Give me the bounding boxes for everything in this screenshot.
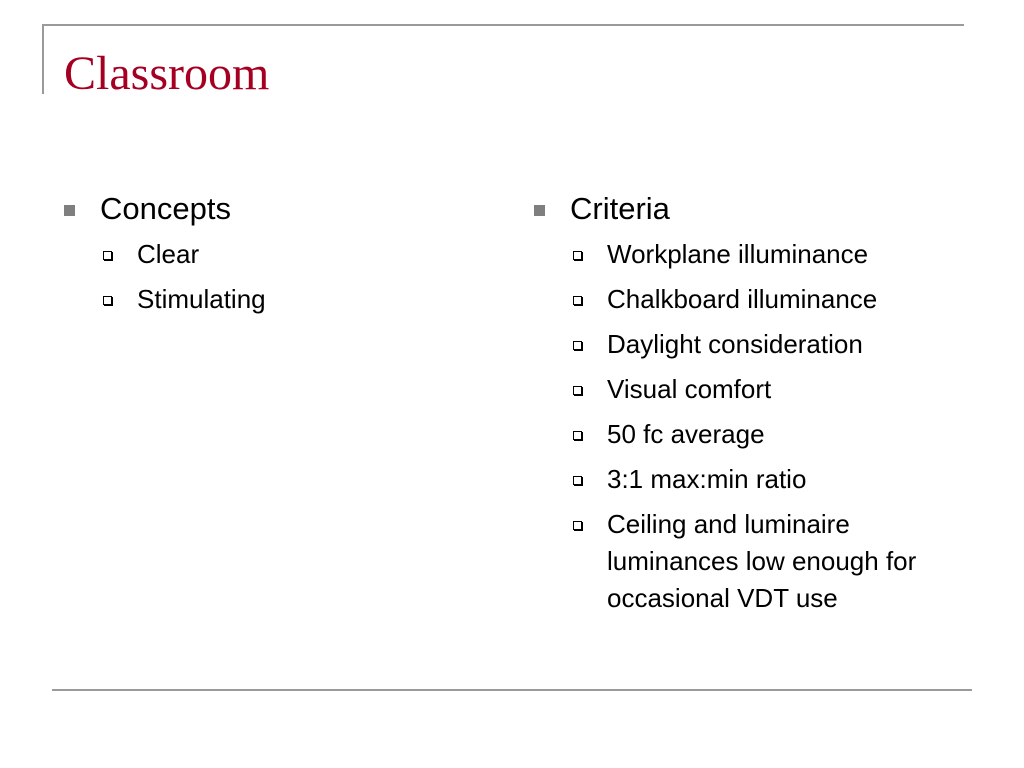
bullet-level2	[530, 371, 970, 408]
bullet-level2	[60, 236, 460, 273]
frame-top-rule	[42, 24, 964, 26]
hollow-square-bullet-icon	[573, 476, 582, 485]
bullet-level2	[530, 236, 970, 273]
bullet-text: 50 fc average	[607, 419, 765, 449]
bullet-level2	[530, 281, 970, 318]
bullet-text: Visual comfort	[607, 374, 772, 404]
hollow-square-bullet-icon	[573, 386, 582, 395]
bullet-text: Workplane illuminance	[607, 239, 869, 269]
square-bullet-icon	[534, 205, 545, 216]
bullet-text: Chalkboard illuminance	[607, 284, 878, 314]
left-column	[60, 190, 460, 326]
frame-left-rule	[42, 24, 44, 94]
bullet-text: Ceiling and luminaire luminances low enough for occasional VDT use	[607, 509, 917, 613]
bullet-text: Concepts	[100, 191, 231, 226]
hollow-square-bullet-icon	[573, 431, 582, 440]
hollow-square-bullet-icon	[573, 521, 582, 530]
right-column	[530, 190, 970, 625]
slide-title: Classroom	[64, 47, 270, 100]
bullet-text: Daylight consideration	[607, 329, 863, 359]
footer-rule	[52, 689, 972, 691]
bullet-text: Clear	[137, 239, 200, 269]
bullet-level2	[530, 326, 970, 363]
bullet-level1	[530, 190, 970, 228]
hollow-square-bullet-icon	[573, 296, 582, 305]
bullet-text: Criteria	[570, 191, 670, 226]
bullet-level1	[60, 190, 460, 228]
bullet-text: 3:1 max:min ratio	[607, 464, 807, 494]
bullet-level2	[530, 461, 970, 498]
bullet-level2	[530, 416, 970, 453]
hollow-square-bullet-icon	[573, 341, 582, 350]
hollow-square-bullet-icon	[103, 251, 112, 260]
bullet-level2	[530, 506, 970, 617]
hollow-square-bullet-icon	[103, 296, 112, 305]
hollow-square-bullet-icon	[573, 251, 582, 260]
square-bullet-icon	[64, 205, 75, 216]
bullet-text: Stimulating	[137, 284, 266, 314]
bullet-level2	[60, 281, 460, 318]
